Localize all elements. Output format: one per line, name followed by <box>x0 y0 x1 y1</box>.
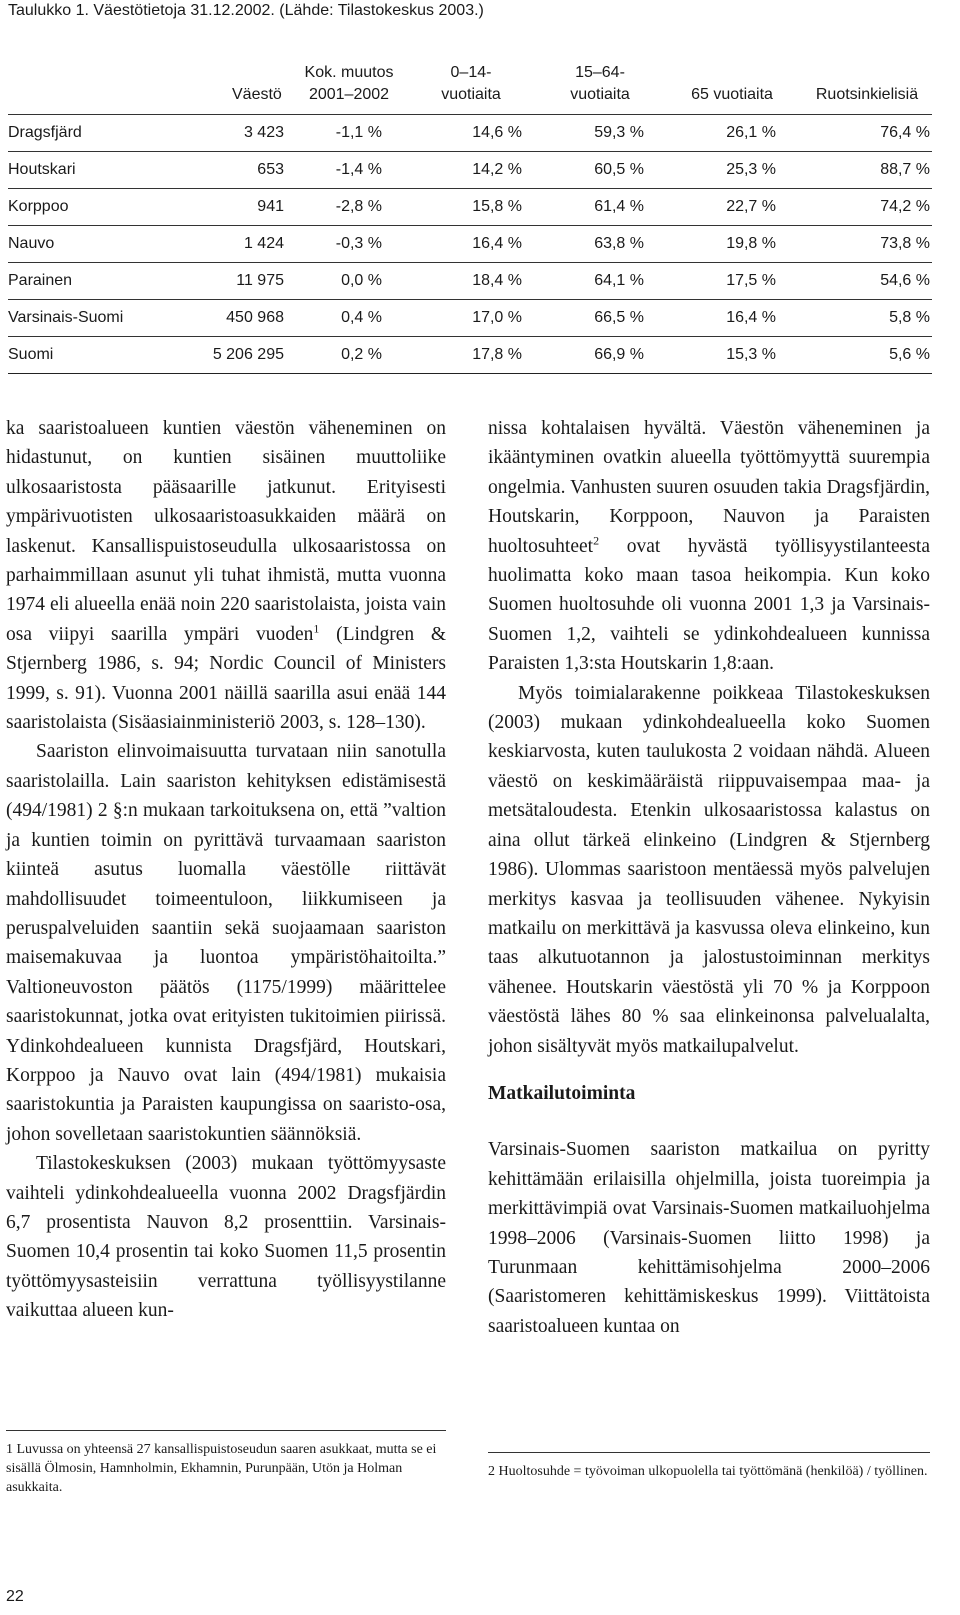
table-cell: 18,4 % <box>472 272 522 289</box>
table-cell: 0,2 % <box>341 346 382 363</box>
column-header <box>8 62 158 115</box>
table-cell: -2,8 % <box>335 198 382 215</box>
table-caption: Taulukko 1. Väestötietoja 31.12.2002. (Lähde: Tilastokeskus 2003.) <box>8 2 484 19</box>
table-row <box>8 115 932 152</box>
row-label: Nauvo <box>8 235 55 252</box>
table-cell: 64,1 % <box>594 272 644 289</box>
right-text-column <box>488 414 930 1341</box>
section-heading: Matkailutoiminta <box>488 1082 636 1104</box>
population-table <box>8 62 932 374</box>
table-cell: 17,0 % <box>472 309 522 326</box>
table-row <box>8 337 932 374</box>
table-cell: 16,4 % <box>726 309 776 326</box>
table-cell: 3 423 <box>243 124 284 141</box>
footnote-marker-2: 2 <box>593 533 600 548</box>
table-cell: 941 <box>257 198 284 215</box>
table-body <box>8 115 932 374</box>
table-row <box>8 226 932 263</box>
table-cell: 66,9 % <box>594 346 644 363</box>
table-cell: 74,2 % <box>880 198 930 215</box>
table-cell: -1,4 % <box>335 161 382 178</box>
table-cell: 5,6 % <box>889 346 930 363</box>
table-cell: 59,3 % <box>594 124 644 141</box>
table-header-row <box>8 62 932 115</box>
column-header: Kok. muutos 2001–2002 <box>304 64 394 103</box>
table-cell: 0,4 % <box>341 309 382 326</box>
row-label: Dragsfjärd <box>8 124 82 141</box>
table-cell: 14,6 % <box>472 124 522 141</box>
table-cell: 14,2 % <box>472 161 522 178</box>
left-paragraph-2: Saariston elinvoimaisuutta turvataan niin sanotulla saaristolailla. Lain saariston kehityksen edistämisestä (494/1981) 2 §:n mukaan tarkoituksena on, että ”valtion ja kuntien toimin on pyrittävä turvaamaan saariston kiinteä asutus luomalla väestölle riittävät mahdollisuudet toimeentuloon, liikkumiseen ja peruspalveluiden saantiin sekä suojaamaan saariston maisemakuvaa ja luontoa ympäristöhaitoilta.” Valtioneuvoston päätös (1175/1999) määrittelee saaristokunnat, jotka ovat erityisten tukitoimien piirissä. Ydinkohdealueen kunnista Dragsfjärd, Houtskari, Korppoo ja Nauvo ovat lain (494/1981) mukaisia saaristokuntia ja Paraisten kaupungissa on saaristo-osa, johon sovelletaan saaristokuntien säännöksiä. <box>6 741 446 1145</box>
footnote-left: 1 Luvussa on yhteensä 27 kansallispuistoseudun saaren asukkaat, mutta se ei sisällä Ölmosin, Hamnholmin, Ekhamnin, Purunpään, Utön ja Holman asukkaita. <box>6 1442 437 1495</box>
table-cell: 61,4 % <box>594 198 644 215</box>
table-cell: 22,7 % <box>726 198 776 215</box>
right-paragraph-2: Myös toimialarakenne poikkeaa Tilastokeskuksen (2003) mukaan ydinkohdealueella koko Suomen keskiarvosta, kuten taulukosta 2 voidaan nähdä. Alueen väestö on keskimääräistä riippuvaisempaa maa- ja metsätaloudesta. Etenkin ulkosaaristossa kalastus on aina ollut tärkeä elinkeino (Lindgren & Stjernberg 1986). Ulommas saaristoon mentäessä myös palvelujen merkitys kasvaa ja teollisuuden vähenee. Nykyisin matkailu on merkittävä ja kasvussa oleva elinkeino, kun taas alkutuotannon ja jalostustoiminnan merkitys vähenee. Houtskarin väestöstä yli 70 % ja Korppoon väestöstä lähes 80 % saa elinkeinonsa palvelualalta, johon sisältyvät myös matkailupalvelut. <box>488 682 930 1057</box>
row-label: Suomi <box>8 346 54 363</box>
table-cell: 16,4 % <box>472 235 522 252</box>
table-cell: 66,5 % <box>594 309 644 326</box>
footnote-rule-right <box>488 1452 930 1453</box>
table-cell: 15,3 % <box>726 346 776 363</box>
table-cell: 88,7 % <box>880 161 930 178</box>
column-header: 15–64- vuotiaita <box>570 64 630 103</box>
left-text-column <box>6 414 446 1326</box>
table-cell: 19,8 % <box>726 235 776 252</box>
column-header: 0–14- vuotiaita <box>441 64 501 103</box>
table-row <box>8 300 932 337</box>
table-cell: 54,6 % <box>880 272 930 289</box>
table-cell: -0,3 % <box>335 235 382 252</box>
footnote-right: 2 Huoltosuhde = työvoiman ulkopuolella tai työttömänä (henkilöä) / työllinen. <box>488 1464 928 1479</box>
table-cell: 26,1 % <box>726 124 776 141</box>
table-cell: 17,8 % <box>472 346 522 363</box>
footnote-rule-left <box>6 1430 446 1431</box>
table-cell: 63,8 % <box>594 235 644 252</box>
table-cell: 0,0 % <box>341 272 382 289</box>
table-cell: 15,8 % <box>472 198 522 215</box>
table-row <box>8 189 932 226</box>
right-paragraph-1: nissa kohtalaisen hyvältä. Väestön väheneminen ja ikääntyminen ovatkin alueella työttömyyttä suurempia ongelmia. Vanhusten suuren osuuden takia Dragsfjärdin, Houtskarin, Korppoon, Nauvon ja Paraisten huoltosuhteet$^2$ ovat hyvästä työllisyystilanteesta huolimatta koko maan tasoa heikompia. Kun koko Suomen huoltosuhde oli vuonna 2001 1,3 ja Varsinais-Suomen 1,2, vaihteli se ydinkohdealueen kunnissa Paraisten 1,3:sta Houtskarin 1,8:aan. <box>488 418 930 675</box>
table-cell: 73,8 % <box>880 235 930 252</box>
table-cell: 5 206 295 <box>212 346 284 363</box>
page-number: 22 <box>6 1588 24 1605</box>
left-paragraph-3: Tilastokeskuksen (2003) mukaan työttömyysaste vaihteli ydinkohdealueella vuonna 2002 Dragsfjärdin 6,7 prosentista Nauvon 8,2 prosenttiin. Varsinais-Suomen 10,4 prosentin tai koko Suomen 11,5 prosentin työttömyysasteisiin verrattuna työllisyystilanne vaikuttaa alueen kun- <box>6 1153 446 1322</box>
table-cell: 25,3 % <box>726 161 776 178</box>
row-label: Houtskari <box>8 161 76 178</box>
table-cell: 1 424 <box>243 235 284 252</box>
footnote-marker-1: 1 <box>313 621 320 636</box>
table-cell: 653 <box>257 161 284 178</box>
table-cell: 17,5 % <box>726 272 776 289</box>
row-label: Korppoo <box>8 198 69 215</box>
table-cell: -1,1 % <box>335 124 382 141</box>
left-paragraph-1: ka saaristoalueen kuntien väestön väheneminen on hidastunut, on kuntien sisäinen muuttoliike ulkosaaristosta pääsaarille jatkunut. Erityisesti ympärivuotisten ulkosaaristoasukkaiden määrä on laskenut. Kansallispuistoseudulla ulkosaaristossa on parhaimmillaan asunut yli tuhat ihmistä, mutta vuonna 1974 eli alueella enää noin 220 saaristolaista, joista vain osa viipyi saarilla ympäri vuoden$^1$ (Lindgren & Stjernberg 1986, s. 94; Nordic Council of Ministers 1999, s. 91). Vuonna 2001 näillä saarilla asui enää 144 saaristolaista (Sisäasiainministeriö 2003, s. 128–130). <box>6 418 447 734</box>
row-label: Varsinais-Suomi <box>8 309 124 326</box>
table-cell: 11 975 <box>236 272 284 289</box>
table-row <box>8 152 932 189</box>
table-cell: 60,5 % <box>594 161 644 178</box>
row-label: Parainen <box>8 272 73 289</box>
right-paragraph-3: Varsinais-Suomen saariston matkailua on pyritty kehittämään erilaisilla ohjelmilla, joista tuoreimpia ja merkittävimpiä ovat Varsinais-Suomen matkailuohjelma 1998–2006 (Varsinais-Suomen liitto 1998) ja Turunmaan kehittämisohjelma 2000–2006 (Saaristomeren kehittämiskeskus 1999). Viittätoista saaristoalueen kuntaa on <box>488 1139 930 1337</box>
column-header: Ruotsinkielisiä <box>815 86 919 103</box>
table-cell: 450 968 <box>226 309 284 326</box>
table-cell: 5,8 % <box>889 309 930 326</box>
table-row <box>8 263 932 300</box>
table-cell: 76,4 % <box>880 124 930 141</box>
column-header: 65 vuotiaita <box>691 86 773 103</box>
column-header: Väestö <box>232 86 282 103</box>
